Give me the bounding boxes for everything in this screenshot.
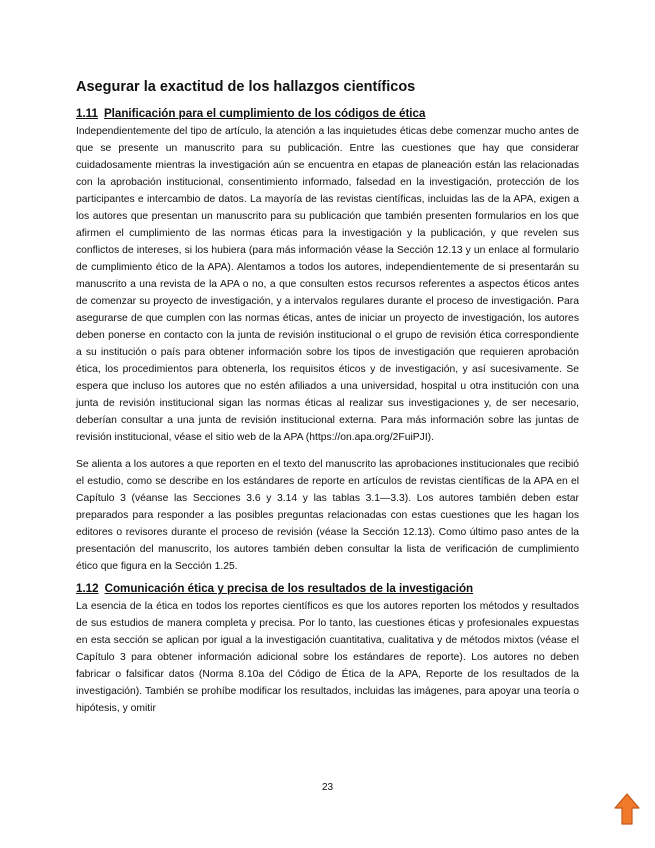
section-heading-1-11 (76, 106, 579, 121)
page-number: 23 (321, 782, 334, 793)
section-title: Comunicación ética y precisa de los resultados de la investigación (104, 582, 474, 595)
up-arrow-icon[interactable] (614, 793, 640, 825)
paragraph: Se alienta a los autores a que reporten en el texto del manuscrito las aprobaciones institucionales que recibió el estudio, como se describe en los estándares de reporte en artículos de revistas científicas de la APA en el Capítulo 3 (véanse las Secciones 3.6 y 3.14 y las tablas 3.1—3.3). Los autores también deben estar preparados para responder a las posibles preguntas relacionadas con estas cuestiones que les hagan los editores o revisores durante el proceso de revisión (véase la Sección 12.13). Como último paso antes de la presentación del manuscrito, los autores también deben consultar la lista de verificación de cumplimiento ético que figura en la Sección 1.25. (76, 459, 579, 572)
document-heading: Asegurar la exactitud de los hallazgos científicos (76, 79, 416, 95)
paragraph: Independientemente del tipo de artículo, la atención a las inquietudes éticas debe comenzar mucho antes de que se presente un manuscrito para su publicación. Entre las cuestiones que hay que considerar cuidadosamente mientras la investigación aún se encuentra en etapas de planeación están las relacionadas con la aprobación institucional, consentimiento informado, falsedad en la investigación, protección de los participantes e intercambio de datos. La mayoría de las revistas científicas, incluidas las de la APA, exigen a los autores que presentan un manuscrito para su publicación que también presenten formularios en los que afirmen el cumplimiento de las normas éticas para la investigación y la publicación, y que revelen sus conflictos de intereses, si los hubiera (para más información véase la Sección 12.13 y un enlace al formulario de cumplimiento ético de la APA). Alentamos a todos los autores, independientemente de si presentarán su manuscrito a una revista de la APA o no, a que consulten estos recursos referentes a aspectos éticos antes de comenzar su proyecto de investigación, y a intervalos regulares durante el proceso de investigación. Para asegurarse de que cumplen con las normas éticas, antes de iniciar un proyecto de investigación, los autores deben ponerse en contacto con la junta de revisión institucional o el grupo de revisión ética correspondiente a su institución o país para obtener información sobre los tipos de investigación que requieren aprobación ética, los procedimientos para obtenerla, los requisitos éticos y de investigación, y así sucesivamente. Se espera que incluso los autores que no estén afiliados a una universidad, hospital u otra institución con una junta de revisión institucional sigan las normas éticas al realizar sus investigaciones y, de ser necesario, deberían consultar a una junta de revisión institucional externa. Para más información sobre las juntas de revisión institucional, véase el sitio web de la APA (https://on.apa.org/2FuiPJI). (76, 126, 579, 443)
document-page (76, 78, 579, 717)
paragraph: La esencia de la ética en todos los reportes científicos es que los autores reporten los métodos y resultados de sus estudios de manera completa y precisa. Por lo tanto, las cuestiones éticas y profesionales expuestas en esta sección se aplican por igual a la investigación cuantitativa, cualitativa y de métodos mixtos (véase el Capítulo 3 para obtener información adicional sobre los estándares de reporte). Los autores no deben fabricar o falsificar datos (Norma 8.10a del Código de Ética de la APA, Reporte de los resultados de la investigación). También se prohíbe modificar los resultados, incluidas las imágenes, para apoyar una teoría o hipótesis, y omitir (76, 601, 579, 714)
section-title: Planificación para el cumplimiento de los códigos de ética (103, 107, 426, 120)
section-number: 1.12 (76, 582, 99, 595)
section-number: 1.11 (76, 107, 98, 120)
section-heading-1-12 (76, 581, 579, 596)
